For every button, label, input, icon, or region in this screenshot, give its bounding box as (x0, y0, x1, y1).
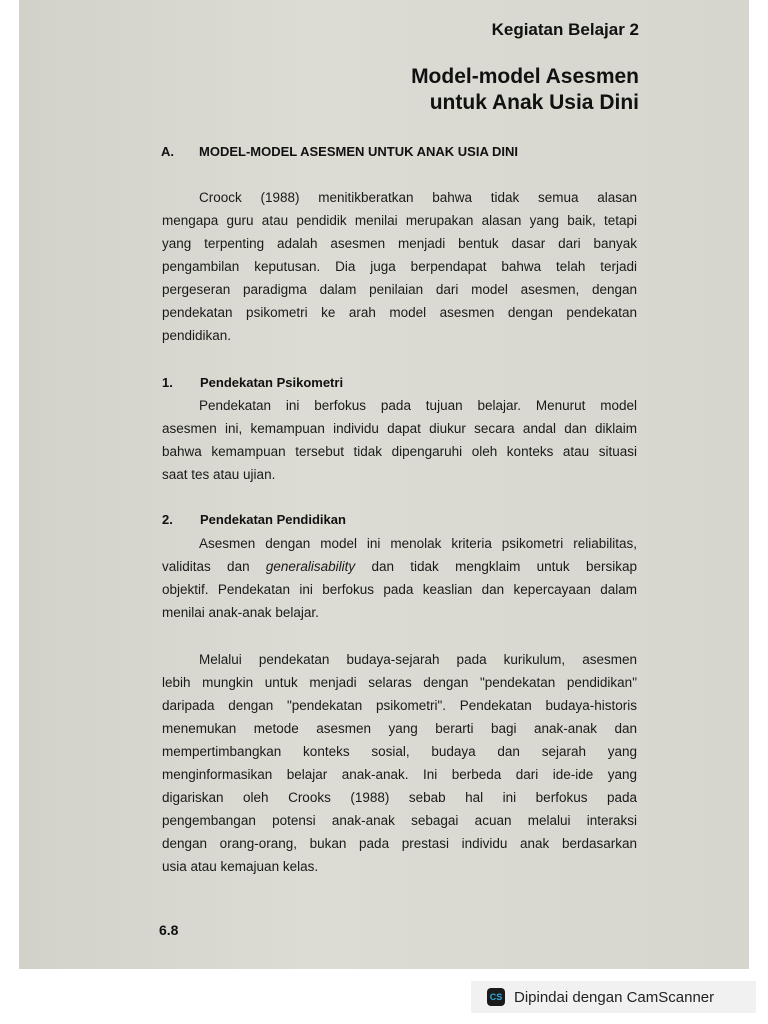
paragraph-line: Croock (1988) menitikberatkan bahwa tidak semua alasan (199, 190, 637, 205)
paragraph-line: mengapa guru atau pendidik menilai merupakan alasan yang baik, tetapi (162, 213, 637, 228)
paragraph-line: Melalui pendekatan budaya-sejarah pada kurikulum, asesmen (199, 652, 637, 667)
subsection-2-paragraph (162, 532, 637, 624)
text-run: validitas dan (162, 559, 266, 574)
paragraph-line: Pendekatan ini berfokus pada tujuan belajar. Menurut model (199, 398, 637, 413)
camscanner-logo-icon: CS (487, 988, 505, 1006)
paragraph-line: menemukan metode asesmen yang berarti bagi anak-anak dan (162, 721, 637, 736)
camscanner-watermark (471, 981, 756, 1013)
subsection-number: 2. (162, 512, 173, 527)
subsection-number: 1. (162, 375, 173, 390)
section-title: MODEL-MODEL ASESMEN UNTUK ANAK USIA DINI (199, 144, 518, 159)
title-line-1: Model-model Asesmen (411, 65, 639, 88)
section-letter: A. (161, 144, 174, 159)
subsection-1-heading (162, 375, 343, 390)
title-line-2: untuk Anak Usia Dini (429, 91, 639, 114)
paragraph-line: digariskan oleh Crooks (1988) sebab hal ini berfokus pada (162, 790, 637, 805)
paragraph-line: lebih mungkin untuk menjadi selaras dengan "pendekatan pendidikan" (162, 675, 637, 690)
camscanner-label: Dipindai dengan CamScanner (514, 988, 715, 1006)
page-number: 6.8 (159, 922, 179, 938)
paragraph-line: pendidikan. (162, 328, 232, 343)
paragraph-line: objektif. Pendekatan ini berfokus pada keaslian dan kepercayaan dalam (162, 582, 637, 597)
paragraph-line: menilai anak-anak belajar. (162, 605, 319, 620)
section-heading (161, 144, 518, 159)
subsection-title: Pendekatan Pendidikan (200, 512, 346, 527)
paragraph-line: yang terpenting adalah asesmen menjadi bentuk dasar dari banyak (162, 236, 637, 251)
paragraph-line: Asesmen dengan model ini menolak kriteria psikometri reliabilitas, (199, 536, 637, 551)
paragraph-line: daripada dengan "pendekatan psikometri". Pendekatan budaya-historis (162, 698, 637, 713)
chapter-label: Kegiatan Belajar 2 (491, 20, 639, 39)
paragraph-line: bahwa kemampuan tersebut tidak dipengaruhi oleh konteks atau situasi (162, 444, 637, 459)
paragraph-line: menginformasikan belajar anak-anak. Ini berbeda dari ide-ide yang (162, 767, 637, 782)
paragraph-line: pengambilan keputusan. Dia juga berpendapat bahwa telah terjadi (162, 259, 637, 274)
subsection-2-heading (162, 512, 346, 527)
subsection-1-paragraph (162, 394, 637, 486)
paragraph-line: dengan orang-orang, bukan pada prestasi individu anak berdasarkan (162, 836, 637, 851)
text-run: dan tidak mengklaim untuk bersikap (355, 559, 637, 574)
paragraph-line: saat tes atau ujian. (162, 467, 276, 482)
intro-paragraph (162, 186, 637, 347)
paragraph-line (162, 555, 637, 578)
paragraph-line: pengembangan potensi anak-anak sebagai acuan melalui interaksi (162, 813, 637, 828)
closing-paragraph (162, 648, 637, 878)
paragraph-line: usia atau kemajuan kelas. (162, 859, 319, 874)
paragraph-line: asesmen ini, kemampuan individu dapat diukur secara andal dan diklaim (162, 421, 637, 436)
subsection-title: Pendekatan Psikometri (200, 375, 344, 390)
paragraph-line: pendekatan psikometri ke arah model asesmen dengan pendekatan (162, 305, 637, 320)
paragraph-line: mempertimbangkan konteks sosial, budaya dan sejarah yang (162, 744, 637, 759)
page-title (411, 64, 639, 116)
paragraph-line: pergeseran paradigma dalam penilaian dari model asesmen, dengan (162, 282, 637, 297)
scanned-page (19, 0, 749, 969)
italic-term: generalisability (265, 559, 356, 574)
